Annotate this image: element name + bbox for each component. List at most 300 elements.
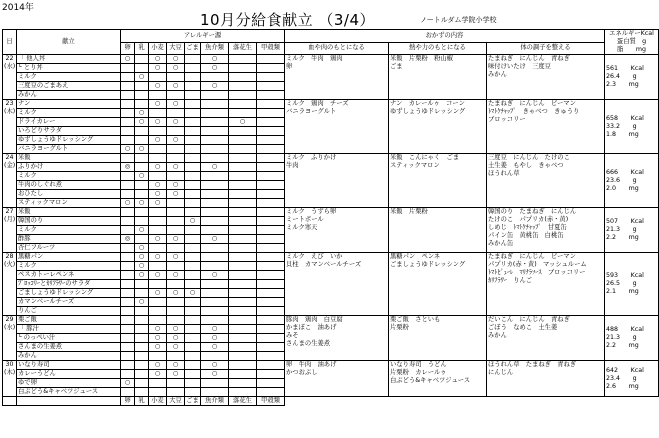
day-date: 27 (月) xyxy=(3,208,17,253)
allergen-mark: ○ xyxy=(121,199,135,208)
allergen-mark xyxy=(257,226,285,235)
content-energy: 米飯 こんにゃく ごま スティックマロン xyxy=(389,154,487,208)
allergen-mark: ○ xyxy=(167,325,185,334)
allergen-mark xyxy=(257,118,285,127)
menu-item-name: みかん xyxy=(17,91,121,100)
allergen-mark: ○ xyxy=(185,217,201,226)
menu-row xyxy=(3,154,659,163)
allergen-mark: ○ xyxy=(135,244,149,253)
allergen-mark xyxy=(185,361,201,370)
content-energy: いなり寿司 うどん 片栗粉 カレールゥ 白ぶどう&キャベツジュース xyxy=(389,361,487,397)
menu-item-name: スティックマロン xyxy=(17,199,121,208)
content-header: おかずの内容 xyxy=(285,30,605,43)
allergen-mark xyxy=(167,109,185,118)
menu-item-name: 牛肉のしぐれ煮 xyxy=(17,181,121,190)
allergen-mark xyxy=(135,181,149,190)
footer-blank xyxy=(605,397,659,406)
allergen-mark xyxy=(121,118,135,127)
allergen-mark xyxy=(185,235,201,244)
allergen-mark xyxy=(257,325,285,334)
allergen-mark xyxy=(229,343,257,352)
content-regulate: たまねぎ にんじん ピーマン パプリカ(赤・黄) マッシュルーム ﾄﾏﾄﾋﾟｭｰﾚ ﾏﾘﾅﾗｿｰｽ ブロッコリー ｶﾘﾌﾗﾜｰ りんご xyxy=(487,253,605,316)
allergen-header: ごま xyxy=(185,42,201,55)
content-blood: ミルク 牛肉 鶏肉 卵 xyxy=(285,55,389,100)
allergen-mark xyxy=(135,325,149,334)
allergen-mark xyxy=(229,262,257,271)
allergen-mark xyxy=(185,109,201,118)
allergen-header: 卵 xyxy=(121,42,135,55)
allergen-mark xyxy=(121,217,135,226)
allergen-mark xyxy=(149,262,167,271)
allergen-mark xyxy=(229,208,257,217)
allergen-mark xyxy=(257,334,285,343)
allergen-mark: ○ xyxy=(149,343,167,352)
allergen-mark: ○ xyxy=(149,82,167,91)
allergen-mark xyxy=(167,307,185,316)
menu-item-name: ミルク xyxy=(17,109,121,118)
menu-row xyxy=(3,55,659,64)
menu-item-name: ナン xyxy=(17,100,121,109)
allergen-mark xyxy=(257,73,285,82)
content-energy: 米飯 片栗粉 xyxy=(389,208,487,253)
menu-row xyxy=(3,361,659,370)
allergen-mark xyxy=(257,64,285,73)
allergen-footer: 小麦 xyxy=(149,397,167,406)
energy-header: 熱や力のもとになる xyxy=(389,42,487,55)
allergen-mark xyxy=(257,163,285,172)
allergen-mark: ○ xyxy=(201,235,229,244)
allergen-mark: ○ xyxy=(149,271,167,280)
allergen-mark xyxy=(121,334,135,343)
allergen-mark: ○ xyxy=(135,109,149,118)
allergen-footer: 魚介類 xyxy=(201,397,229,406)
allergen-mark: ○ xyxy=(167,136,185,145)
allergen-mark: ○ xyxy=(167,343,185,352)
allergen-mark xyxy=(135,163,149,172)
menu-item-name: 杏仁フルーツ xyxy=(17,244,121,253)
allergen-mark xyxy=(201,298,229,307)
allergen-mark xyxy=(167,388,185,397)
allergen-mark xyxy=(149,154,167,163)
allergen-mark: ○ xyxy=(201,370,229,379)
footer-blank xyxy=(389,397,487,406)
menu-row xyxy=(3,208,659,217)
content-regulate: だいこん にんじん 青ねぎ ごぼう なめこ 土生姜 みかん xyxy=(487,316,605,361)
allergen-mark xyxy=(121,298,135,307)
nutrition-values: 642 Kcal 23.4 g 2.6 mg xyxy=(605,361,659,397)
allergen-mark xyxy=(121,73,135,82)
allergen-footer: 落花生 xyxy=(229,397,257,406)
allergen-header: 小麦 xyxy=(149,42,167,55)
allergen-mark: ○ xyxy=(149,190,167,199)
allergen-mark xyxy=(121,253,135,262)
allergen-mark xyxy=(167,379,185,388)
allergen-mark xyxy=(257,280,285,289)
allergen-mark xyxy=(201,73,229,82)
allergen-mark: ○ xyxy=(149,199,167,208)
menu-item-name: バニラヨーグルト xyxy=(17,145,121,154)
allergen-mark xyxy=(121,100,135,109)
allergen-mark xyxy=(121,109,135,118)
allergen-mark xyxy=(149,172,167,181)
allergen-mark xyxy=(185,163,201,172)
allergen-mark xyxy=(229,136,257,145)
allergen-mark xyxy=(257,379,285,388)
allergen-mark xyxy=(257,109,285,118)
allergen-mark xyxy=(135,217,149,226)
school-name: ノートルダム学院小学校 xyxy=(420,16,497,24)
allergen-mark xyxy=(121,361,135,370)
allergen-mark xyxy=(185,154,201,163)
allergen-mark xyxy=(257,82,285,91)
allergen-mark xyxy=(121,262,135,271)
allergen-mark xyxy=(149,217,167,226)
allergen-mark xyxy=(257,370,285,379)
allergen-mark xyxy=(257,253,285,262)
allergen-mark xyxy=(229,217,257,226)
allergen-mark xyxy=(257,154,285,163)
allergen-footer: ごま xyxy=(186,397,199,404)
menu-item-name: ふりかけ xyxy=(17,163,121,172)
menu-item-name: 韓国のり xyxy=(17,217,121,226)
allergen-mark: ○ xyxy=(201,64,229,73)
allergen-mark: ○ xyxy=(185,289,201,298)
content-blood: 卵 牛肉 油あげ かつおぶし xyxy=(285,361,389,397)
allergen-mark: ○ xyxy=(229,118,257,127)
allergen-mark: ○ xyxy=(135,271,149,280)
allergen-mark: ○ xyxy=(149,118,167,127)
allergen-mark: ○ xyxy=(167,361,185,370)
allergen-mark xyxy=(229,190,257,199)
allergen-mark xyxy=(167,217,185,226)
allergen-mark xyxy=(167,172,185,181)
allergen-mark xyxy=(257,181,285,190)
allergen-mark xyxy=(135,154,149,163)
regulate-header: 体の調子を整える xyxy=(487,42,605,55)
allergen-mark xyxy=(201,262,229,271)
allergen-mark: ○ xyxy=(135,226,149,235)
allergen-mark xyxy=(229,127,257,136)
allergen-mark: ○ xyxy=(149,181,167,190)
allergen-mark: ○ xyxy=(121,379,135,388)
nutrition-values: 658 Kcal 33.2 g 1.8 mg xyxy=(605,100,659,154)
day-date: 29 (水) xyxy=(3,316,17,361)
content-regulate: たまねぎ にんじん 青ねぎ 味付けいたけ 三度豆 みかん xyxy=(487,55,605,100)
allergen-mark xyxy=(257,352,285,361)
allergen-mark xyxy=(135,352,149,361)
allergen-mark xyxy=(135,190,149,199)
allergen-mark xyxy=(185,244,201,253)
menu-item-name: ミルク xyxy=(17,73,121,82)
allergen-mark: ○ xyxy=(167,100,185,109)
menu-item-name: ミルク xyxy=(17,226,121,235)
allergen-mark xyxy=(201,136,229,145)
allergen-mark xyxy=(257,307,285,316)
allergen-mark: ○ xyxy=(149,235,167,244)
allergen-mark xyxy=(201,181,229,190)
allergen-mark xyxy=(257,100,285,109)
allergen-mark xyxy=(229,253,257,262)
menu-table xyxy=(2,29,659,406)
allergen-mark: ○ xyxy=(167,271,185,280)
allergen-mark xyxy=(229,307,257,316)
allergen-mark xyxy=(121,226,135,235)
allergen-mark: ◎ xyxy=(121,235,135,244)
day-date: 28 (火) xyxy=(3,253,17,316)
allergen-mark xyxy=(167,262,185,271)
allergen-mark xyxy=(135,307,149,316)
day-date: 23 (木) xyxy=(3,100,17,154)
allergen-mark xyxy=(229,154,257,163)
allergen-mark xyxy=(135,208,149,217)
allergen-mark xyxy=(121,64,135,73)
menu-header: 献立 xyxy=(17,30,121,55)
allergen-mark xyxy=(185,136,201,145)
allergen-mark xyxy=(201,127,229,136)
content-blood: ミルク うずら卵 ミートボール ミルク寒天 xyxy=(285,208,389,253)
allergen-mark xyxy=(185,73,201,82)
allergen-mark xyxy=(229,172,257,181)
allergen-mark xyxy=(201,379,229,388)
allergen-mark xyxy=(135,289,149,298)
menu-row xyxy=(3,253,659,262)
allergen-mark xyxy=(185,388,201,397)
allergen-mark: ◎ xyxy=(121,163,135,172)
allergen-mark: ○ xyxy=(167,190,185,199)
allergen-mark xyxy=(149,388,167,397)
allergen-mark xyxy=(229,82,257,91)
allergen-mark xyxy=(229,271,257,280)
allergen-mark xyxy=(149,109,167,118)
allergen-mark xyxy=(201,289,229,298)
allergen-mark xyxy=(229,244,257,253)
menu-item-name: ミルク xyxy=(17,262,121,271)
allergen-mark xyxy=(257,262,285,271)
allergen-mark xyxy=(229,109,257,118)
allergen-mark xyxy=(185,100,201,109)
allergen-mark xyxy=(135,280,149,289)
footer-blank xyxy=(3,397,17,406)
allergen-mark xyxy=(257,136,285,145)
menu-item-name: さんまの生姜煮 xyxy=(17,343,121,352)
allergen-mark xyxy=(229,361,257,370)
allergen-mark xyxy=(167,280,185,289)
allergen-mark xyxy=(185,253,201,262)
allergen-mark: ○ xyxy=(167,370,185,379)
menu-item-name: 米飯 xyxy=(17,208,121,217)
allergen-mark xyxy=(229,91,257,100)
allergen-mark xyxy=(135,127,149,136)
allergen-mark xyxy=(185,55,201,64)
menu-body xyxy=(3,55,659,397)
day-header: 日 xyxy=(3,30,17,55)
allergen-mark xyxy=(185,172,201,181)
menu-item-name: 黒糖パン xyxy=(17,253,121,262)
allergen-mark: ○ xyxy=(135,145,149,154)
allergen-header: 魚介類 xyxy=(201,42,229,55)
allergen-mark xyxy=(149,244,167,253)
allergen-header: 甲殻類 xyxy=(257,42,285,55)
allergen-mark: ○ xyxy=(149,325,167,334)
allergen-mark xyxy=(229,325,257,334)
allergen-mark xyxy=(185,298,201,307)
allergen-mark xyxy=(135,64,149,73)
nutrition-values: 488 Kcal 21.3 g 2.2 mg xyxy=(605,316,659,361)
day-date: 22 (水) xyxy=(3,55,17,100)
allergen-mark xyxy=(185,82,201,91)
allergen-mark xyxy=(229,181,257,190)
content-energy: 黒糖パン ペンネ ごましょうゆドレッシング xyxy=(389,253,487,316)
allergen-mark xyxy=(201,226,229,235)
allergen-mark xyxy=(229,100,257,109)
menu-item-name: いろどりサラダ xyxy=(17,127,121,136)
allergen-mark: ○ xyxy=(201,361,229,370)
menu-row xyxy=(3,100,659,109)
allergen-mark xyxy=(167,298,185,307)
allergen-mark: ○ xyxy=(135,73,149,82)
allergen-mark xyxy=(149,226,167,235)
allergen-mark xyxy=(229,64,257,73)
allergen-footer: 大豆 xyxy=(167,397,185,406)
menu-item-name: 白ぶどう&キャベツジュース xyxy=(17,388,121,397)
menu-item-name: カレーうどん xyxy=(17,370,121,379)
allergen-mark: ○ xyxy=(201,271,229,280)
allergen-mark xyxy=(229,289,257,298)
menu-item-name: カマンベールチーズ xyxy=(17,298,121,307)
allergen-mark: ○ xyxy=(167,235,185,244)
allergen-mark xyxy=(167,226,185,235)
nutrition-values: 593 Kcal 26.5 g 2.1 mg xyxy=(605,253,659,316)
allergen-mark xyxy=(257,244,285,253)
allergen-mark: ○ xyxy=(149,55,167,64)
allergen-mark: ○ xyxy=(201,82,229,91)
allergen-mark xyxy=(229,370,257,379)
allergen-mark xyxy=(121,91,135,100)
page-title: 10月分給食献立 （3/4） xyxy=(200,11,375,29)
allergen-mark xyxy=(257,298,285,307)
allergen-mark xyxy=(121,244,135,253)
allergen-mark xyxy=(201,154,229,163)
allergen-mark xyxy=(257,316,285,325)
allergen-mark xyxy=(229,55,257,64)
allergen-mark: ○ xyxy=(135,172,149,181)
allergen-mark xyxy=(185,280,201,289)
allergen-mark: ○ xyxy=(135,298,149,307)
allergen-mark xyxy=(257,361,285,370)
allergen-mark xyxy=(149,73,167,82)
day-date: 30 (木) xyxy=(3,361,17,397)
allergen-mark xyxy=(229,352,257,361)
allergen-mark xyxy=(121,172,135,181)
allergen-mark xyxy=(121,208,135,217)
allergen-mark xyxy=(185,64,201,73)
content-blood: ミルク ふりかけ 牛肉 xyxy=(285,154,389,208)
allergen-mark xyxy=(135,136,149,145)
menu-sheet xyxy=(2,29,654,438)
allergen-footer: 乳 xyxy=(135,397,149,406)
menu-item-name: ゆずしょうゆドレッシング xyxy=(17,136,121,145)
allergen-mark xyxy=(135,316,149,325)
allergen-mark xyxy=(167,199,185,208)
allergen-mark xyxy=(185,145,201,154)
allergen-mark: ○ xyxy=(149,370,167,379)
allergen-mark xyxy=(167,244,185,253)
allergen-mark: ○ xyxy=(149,136,167,145)
allergen-mark xyxy=(201,388,229,397)
allergen-mark xyxy=(121,82,135,91)
allergen-mark xyxy=(167,145,185,154)
allergen-mark xyxy=(201,280,229,289)
nutrition-values: 666 Kcal 23.6 g 2.0 mg xyxy=(605,154,659,208)
allergen-mark xyxy=(257,271,285,280)
allergen-mark xyxy=(121,370,135,379)
allergen-mark xyxy=(167,91,185,100)
allergen-mark: ○ xyxy=(201,334,229,343)
allergen-mark xyxy=(257,55,285,64)
allergen-mark: ○ xyxy=(201,343,229,352)
allergen-mark xyxy=(229,334,257,343)
allergen-mark xyxy=(257,208,285,217)
content-regulate: たまねぎ にんじん ピーマン ﾄﾏﾄｹﾁｬｯﾌﾟ きゃべつ きゅうり ブロッコリー xyxy=(487,100,605,154)
allergen-mark xyxy=(185,262,201,271)
allergen-mark xyxy=(229,226,257,235)
allergen-header: 落花生 xyxy=(229,42,257,55)
allergen-mark xyxy=(201,208,229,217)
allergen-footer: 卵 xyxy=(121,397,135,406)
menu-item-name: ゆで卵 xyxy=(17,379,121,388)
allergen-mark xyxy=(257,388,285,397)
allergen-mark xyxy=(201,316,229,325)
allergen-mark xyxy=(185,352,201,361)
footer-blank xyxy=(17,397,121,406)
allergen-mark xyxy=(201,109,229,118)
allergen-mark: ○ xyxy=(167,181,185,190)
allergen-mark xyxy=(185,343,201,352)
allergen-mark xyxy=(185,307,201,316)
allergen-mark xyxy=(121,190,135,199)
allergen-mark xyxy=(201,253,229,262)
allergen-mark: ○ xyxy=(167,82,185,91)
allergen-mark: ○ xyxy=(167,334,185,343)
allergen-header: 大豆 xyxy=(167,42,185,55)
allergen-mark xyxy=(229,280,257,289)
nutrition-values: 507 Kcal 21.3 g 2.2 mg xyxy=(605,208,659,253)
allergen-mark xyxy=(185,127,201,136)
allergen-mark: ○ xyxy=(149,64,167,73)
menu-item-name: 「 他人丼 xyxy=(17,55,121,64)
menu-item-name: ミルク xyxy=(17,172,121,181)
allergen-mark xyxy=(135,343,149,352)
allergen-mark xyxy=(121,181,135,190)
allergen-mark xyxy=(185,226,201,235)
allergen-mark xyxy=(121,307,135,316)
allergen-mark xyxy=(167,208,185,217)
content-regulate: ほうれん草 たまねぎ 青ねぎ にんじん xyxy=(487,361,605,397)
allergen-mark xyxy=(149,145,167,154)
allergen-mark xyxy=(121,388,135,397)
allergen-mark xyxy=(121,352,135,361)
allergen-mark xyxy=(185,370,201,379)
allergen-footer: 甲殻類 xyxy=(257,397,285,406)
allergen-mark xyxy=(135,370,149,379)
menu-item-name: ドライカレー xyxy=(17,118,121,127)
allergen-mark: ○ xyxy=(167,253,185,262)
allergen-mark xyxy=(167,316,185,325)
content-blood: 豚肉 鶏肉 白豆腐 かまぼこ 油あげ みそ さんまの生姜煮 xyxy=(285,316,389,361)
allergen-mark xyxy=(201,100,229,109)
allergen-mark xyxy=(201,352,229,361)
allergen-mark xyxy=(185,190,201,199)
